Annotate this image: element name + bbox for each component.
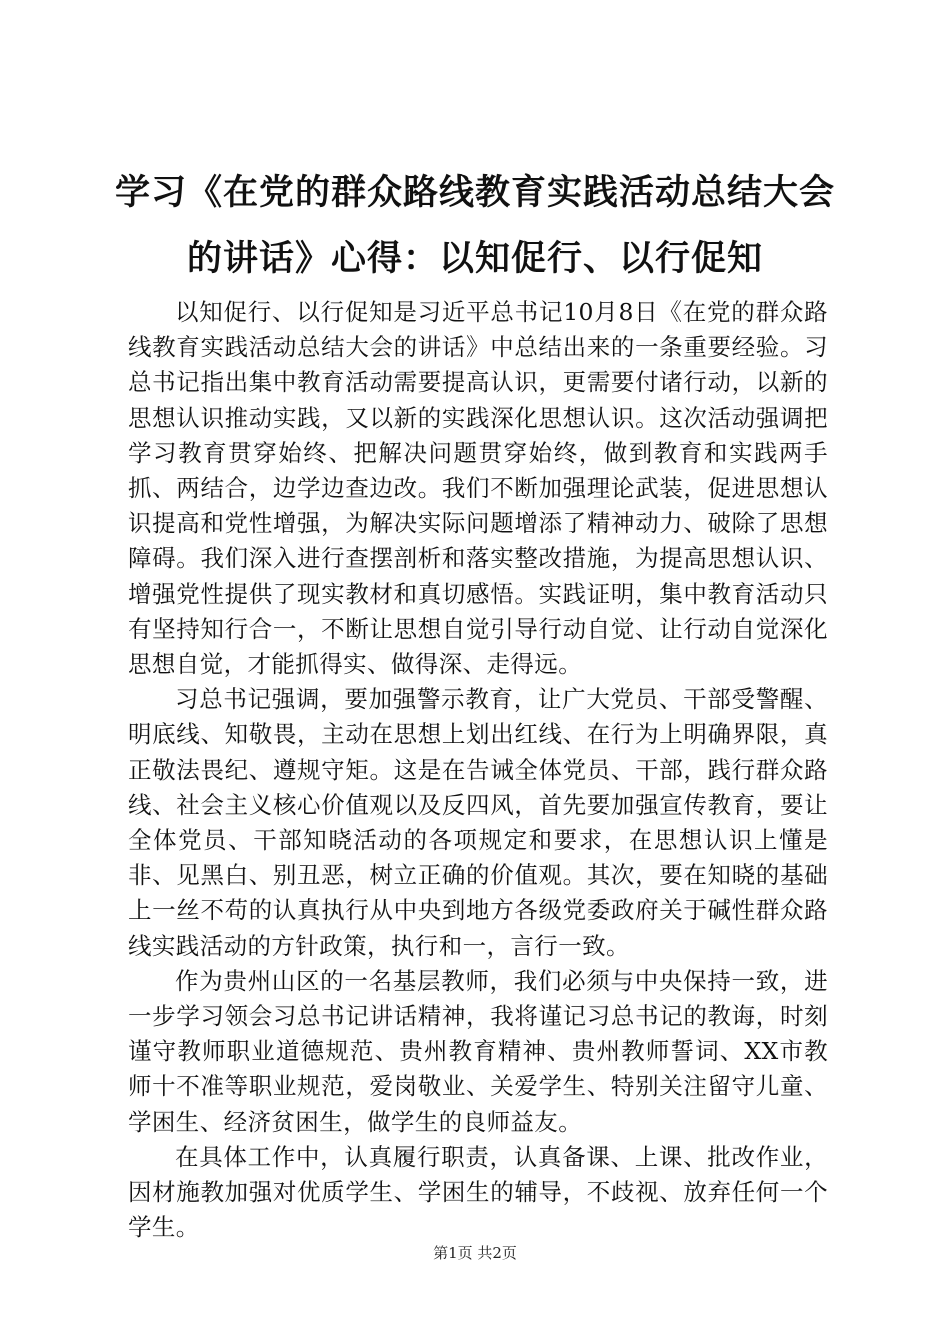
paragraph-3: 作为贵州山区的一名基层教师，我们必须与中央保持一致，进一步学习领会习总书记讲话精神，我将谨记习总书记的教诲，时刻谨守教师职业道德规范、贵州教育精神、贵州教师誓词、XX市教师十不准等职业规范，爱岗敬业、关爱学生、特别关注留守儿童、学困生、经济贫困生，做学生的良师益友。: [128, 966, 828, 1136]
title-line-1: 学习《在党的群众路线教育实践活动总结大会: [114, 173, 835, 213]
title-line-2: 的讲话》心得：以知促行、以行促知: [186, 239, 763, 279]
paragraph-4: 在具体工作中，认真履行职责，认真备课、上课、批改作业，因材施教加强对优质学生、学困生的辅导，不歧视、放弃任何一个学生。: [128, 1142, 828, 1242]
document-body: [128, 295, 828, 1245]
page-number: 第1页 共2页: [433, 1244, 517, 1262]
paragraph-2: 习总书记强调，要加强警示教育，让广大党员、干部受警醒、明底线、知敬畏，主动在思想上划出红线、在行为上明确界限，真正敬法畏纪、遵规守矩。这是在告诫全体党员、干部，践行群众路线、社会主义核心价值观以及反四风，首先要加强宣传教育，要让全体党员、干部知晓活动的各项规定和要求，在思想认识上懂是非、见黑白、别丑恶，树立正确的价值观。其次，要在知晓的基础上一丝不苟的认真执行从中央到地方各级党委政府关于碱性群众路线实践活动的方针政策，执行和一，言行一致。: [128, 685, 828, 960]
document-title: [100, 160, 850, 292]
paragraph-1: 以知促行、以行促知是习近平总书记10月8日《在党的群众路线教育实践活动总结大会的讲话》中总结出来的一条重要经验。习总书记指出集中教育活动需要提高认识，更需要付诸行动，以新的思想认识推动实践，又以新的实践深化思想认识。这次活动强调把学习教育贯穿始终、把解决问题贯穿始终，做到教育和实践两手抓、两结合，边学边查边改。我们不断加强理论武装，促进思想认识提高和党性增强，为解决实际问题增添了精神动力、破除了思想障碍。我们深入进行查摆剖析和落实整改措施，为提高思想认识、增强党性提供了现实教材和真切感悟。实践证明，集中教育活动只有坚持知行合一，不断让思想自觉引导行动自觉、让行动自觉深化思想自觉，才能抓得实、做得深、走得远。: [128, 298, 828, 679]
page-footer: [0, 1243, 950, 1263]
